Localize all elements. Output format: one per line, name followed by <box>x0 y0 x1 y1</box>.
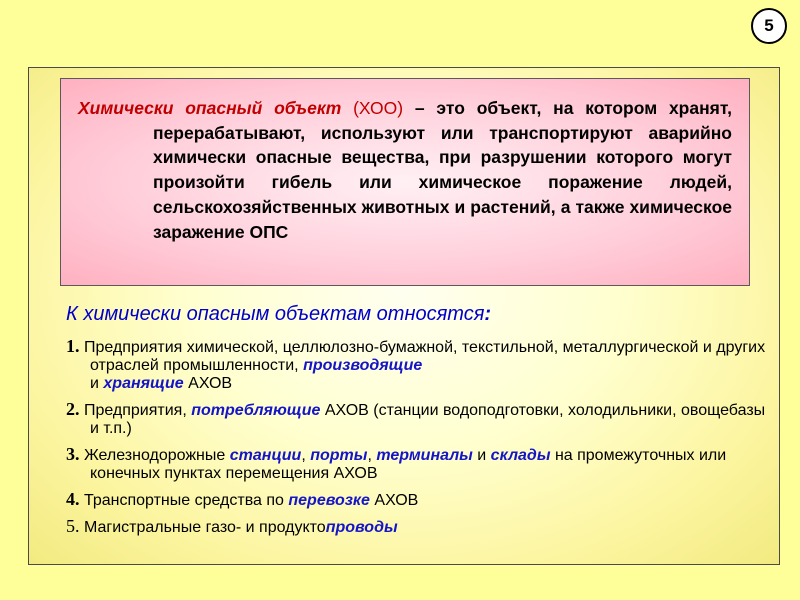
list-item-highlight: склады <box>490 447 551 464</box>
list-item-3 <box>66 445 776 483</box>
list-item-highlight: производящие <box>303 357 423 374</box>
list-item-5 <box>66 517 776 537</box>
list-item-text: Предприятия, <box>83 402 187 419</box>
list-item-text: АХОВ (станции водоподготовки, холодильники, овощебазы и т.п.) <box>90 402 766 437</box>
list-item-text: и <box>477 447 487 464</box>
definition-text <box>78 96 732 244</box>
definition-abbreviation: (ХОО) <box>353 98 404 118</box>
list-item-text: Железнодорожные <box>83 447 226 464</box>
list-item-highlight: потребляющие <box>191 402 321 419</box>
list-item-number: 4. <box>66 489 80 509</box>
list-item-text: АХОВ <box>374 492 419 509</box>
list-item-highlight: терминалы <box>376 447 473 464</box>
list-heading-text: К химически опасным объектам относятся <box>66 303 485 325</box>
page-number: 5 <box>764 16 774 35</box>
list-heading-colon: : <box>484 303 492 325</box>
list-item-number: 3. <box>66 444 80 464</box>
list-item-text: и <box>90 375 99 392</box>
list-item-highlight: перевозке <box>288 492 370 509</box>
list-item-text: Транспортные средства по <box>83 492 284 509</box>
list-item-highlight: порты <box>310 447 368 464</box>
list-item-number: 2. <box>66 399 80 419</box>
list-item-highlight: станции <box>229 447 302 464</box>
list-item-number: 1. <box>66 336 80 356</box>
list-heading <box>66 303 776 326</box>
list-item-text: на промежуточных или конечных пунктах перемещения АХОВ <box>90 447 727 482</box>
list-item-highlight: проводы <box>325 519 398 536</box>
list-item-text: , <box>367 447 372 464</box>
list-item-4 <box>66 490 776 510</box>
list-item-1 <box>66 337 776 393</box>
list-item-text: АХОВ <box>188 375 233 392</box>
definition-box <box>60 78 750 286</box>
page-number-badge <box>751 8 787 44</box>
definition-term: Химически опасный объект <box>78 98 342 118</box>
definition-body: – это объект, на котором хранят, перерабатывают, используют или транспортируют аварийно химически опасные вещества, при разрушении которого могут произойти гибель или химическое поражение людей, сельскохозяйственных животных и растений, а также химическое заражение ОПС <box>153 98 732 242</box>
list-item-2 <box>66 400 776 438</box>
list-item-highlight: хранящие <box>103 375 184 392</box>
objects-list-section <box>66 303 776 544</box>
list-item-text: Предприятия химической, целлюлозно-бумажной, текстильной, металлургической и других отраслей промышленности, <box>83 339 766 374</box>
list-item-text: Магистральные газо- и продукто <box>83 519 326 536</box>
list-item-text: , <box>301 447 306 464</box>
list-item-number: 5. <box>66 516 80 536</box>
